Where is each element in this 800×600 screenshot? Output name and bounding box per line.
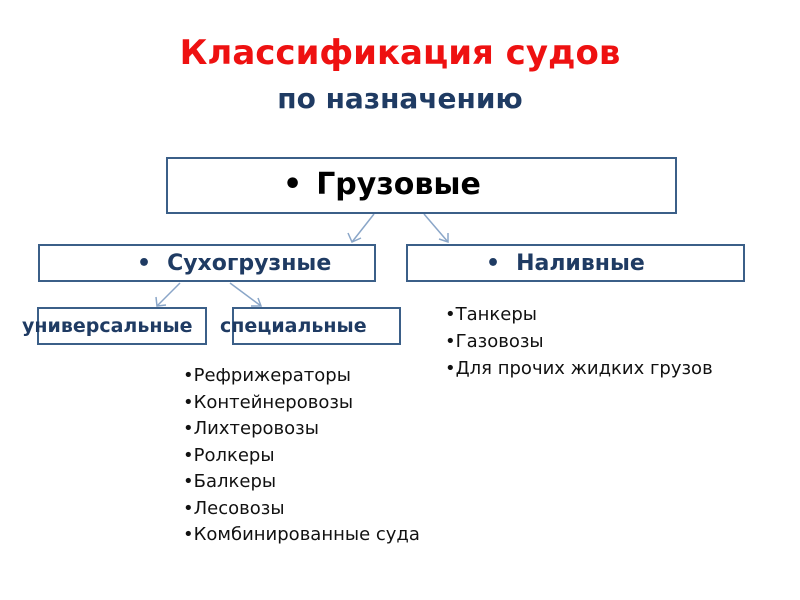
arrow-cargo-to-dry (352, 214, 374, 242)
list-item: •Рефрижераторы (183, 365, 351, 386)
arrow-dry-to-special (230, 283, 261, 306)
list-item: •Балкеры (183, 471, 277, 492)
arrow-cargo-to-liquid (424, 214, 448, 242)
box-cargo-label (283, 164, 481, 206)
special-vessels-list (183, 363, 420, 549)
list-item: •Лесовозы (183, 497, 285, 519)
list-item: •Газовозы (445, 331, 544, 352)
arrow-head-dry (348, 233, 361, 242)
title-sub: по назначению (277, 82, 523, 115)
bullet-icon: • (137, 251, 152, 276)
bullet-icon: • (283, 167, 303, 202)
box-liquid-cargo-label (486, 249, 645, 279)
dry-cargo-text: Сухогрузные (167, 251, 332, 276)
box-dry-cargo-label (137, 249, 331, 279)
box-universal-label: универсальные (22, 315, 193, 337)
list-item: •Танкеры (445, 304, 537, 325)
arrow-dry-to-universal (157, 283, 180, 306)
title-main: Классификация судов (179, 33, 621, 73)
liquid-cargo-text: Наливные (516, 251, 645, 276)
bullet-icon: • (486, 251, 501, 276)
list-item: •Для прочих жидких грузов (445, 358, 713, 379)
list-item: •Комбинированные суда (183, 524, 420, 545)
cargo-text: Грузовые (316, 167, 481, 202)
list-item: •Контейнеровозы (183, 391, 354, 413)
liquid-cargo-list (445, 301, 713, 382)
list-item: •Ролкеры (183, 444, 275, 466)
box-special-label: специальные (220, 315, 367, 337)
list-item: •Лихтеровозы (183, 418, 319, 439)
